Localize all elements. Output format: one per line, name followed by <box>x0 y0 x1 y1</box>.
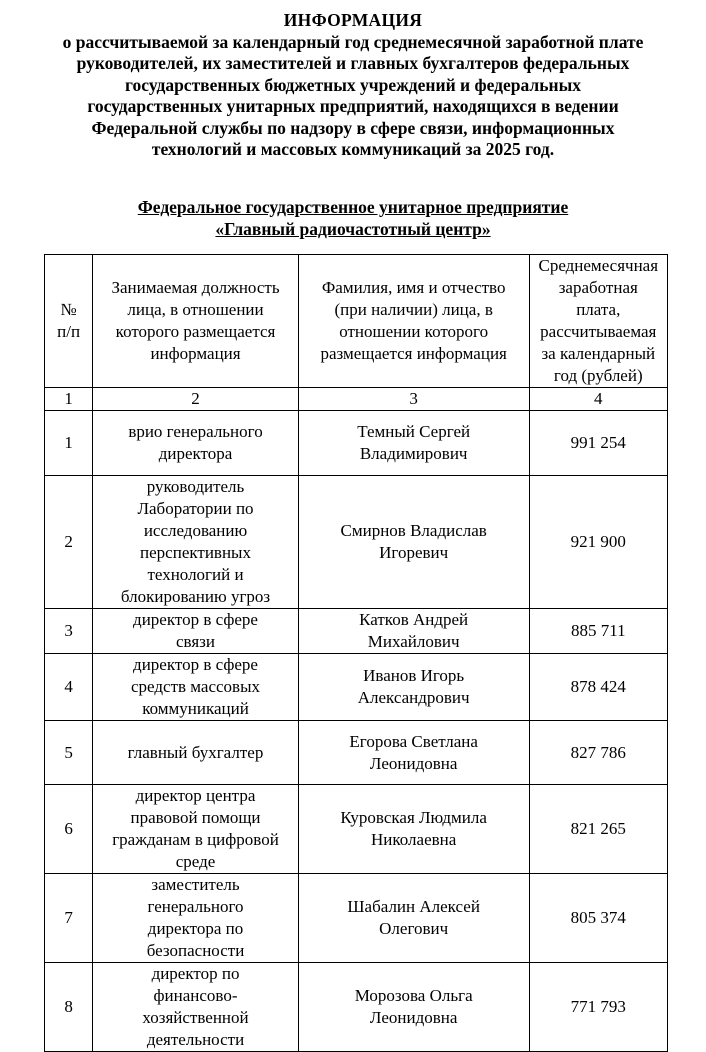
row-name: Смирнов Владислав Игоревич <box>298 476 529 609</box>
table-row <box>45 609 668 654</box>
row-salary: 991 254 <box>529 411 667 476</box>
row-position: заместитель генерального директора по безопасности <box>93 874 299 963</box>
table-row <box>45 963 668 1052</box>
row-name: Катков Андрей Михайлович <box>298 609 529 654</box>
row-position: главный бухгалтер <box>93 721 299 785</box>
row-number: 4 <box>45 654 93 721</box>
table-row <box>45 411 668 476</box>
row-salary: 878 424 <box>529 654 667 721</box>
table-row <box>45 476 668 609</box>
document-title: ИНФОРМАЦИЯ <box>283 10 423 30</box>
column-number: 4 <box>529 388 667 411</box>
table-row <box>45 721 668 785</box>
row-number: 1 <box>45 411 93 476</box>
column-header-position: Занимаемая должность лица, в отношении которого размещается информация <box>93 255 299 388</box>
header-line: о рассчитываемой за календарный год среднемесячной заработной плате <box>62 31 644 52</box>
organization-name <box>0 196 706 240</box>
organization-line: «Главный радиочастотный центр» <box>215 219 491 239</box>
header-line: технологий и массовых коммуникаций за 2025 год. <box>151 139 555 159</box>
row-name: Иванов Игорь Александрович <box>298 654 529 721</box>
row-number: 6 <box>45 785 93 874</box>
row-position: директор центра правовой помощи гражданам в цифровой среде <box>93 785 299 874</box>
row-name: Морозова Ольга Леонидовна <box>298 963 529 1052</box>
column-number: 3 <box>298 388 529 411</box>
row-position: врио генерального директора <box>93 411 299 476</box>
row-name: Шабалин Алексей Олегович <box>298 874 529 963</box>
row-number: 5 <box>45 721 93 785</box>
column-header-name: Фамилия, имя и отчество (при наличии) лица, в отношении которого размещается информация <box>298 255 529 388</box>
row-number: 8 <box>45 963 93 1052</box>
table-header-row <box>45 255 668 388</box>
row-salary: 885 711 <box>529 609 667 654</box>
table-row <box>45 785 668 874</box>
row-salary: 827 786 <box>529 721 667 785</box>
header-line: государственных унитарных предприятий, находящихся в ведении <box>87 96 619 116</box>
row-name: Куровская Людмила Николаевна <box>298 785 529 874</box>
row-name: Егорова Светлана Леонидовна <box>298 721 529 785</box>
table-row <box>45 654 668 721</box>
column-numbers-row <box>45 388 668 411</box>
header-line: руководителей, их заместителей и главных бухгалтеров федеральных <box>76 53 630 73</box>
salary-table <box>44 254 668 1052</box>
column-header-number: № п/п <box>45 255 93 388</box>
row-number: 3 <box>45 609 93 654</box>
row-position: директор по финансово- хозяйственной деятельности <box>93 963 299 1052</box>
row-position: руководитель Лаборатории по исследованию перспективных технологий и блокированию угроз <box>93 476 299 609</box>
row-salary: 771 793 <box>529 963 667 1052</box>
row-number: 2 <box>45 476 93 609</box>
row-number: 7 <box>45 874 93 963</box>
row-salary: 805 374 <box>529 874 667 963</box>
row-position: директор в сфере связи <box>93 609 299 654</box>
column-number: 2 <box>93 388 299 411</box>
column-number: 1 <box>45 388 93 411</box>
organization-line: Федеральное государственное унитарное предприятие <box>137 197 569 217</box>
row-name: Темный Сергей Владимирович <box>298 411 529 476</box>
column-header-salary: Среднемесячная заработная плата, рассчитываемая за календарный год (рублей) <box>529 255 667 388</box>
table-row <box>45 874 668 963</box>
header-line: государственных бюджетных учреждений и федеральных <box>125 74 581 95</box>
row-salary: 921 900 <box>529 476 667 609</box>
header-line: Федеральной службы по надзору в сфере связи, информационных <box>91 117 615 138</box>
row-position: директор в сфере средств массовых коммуникаций <box>93 654 299 721</box>
row-salary: 821 265 <box>529 785 667 874</box>
document-header <box>0 10 706 161</box>
